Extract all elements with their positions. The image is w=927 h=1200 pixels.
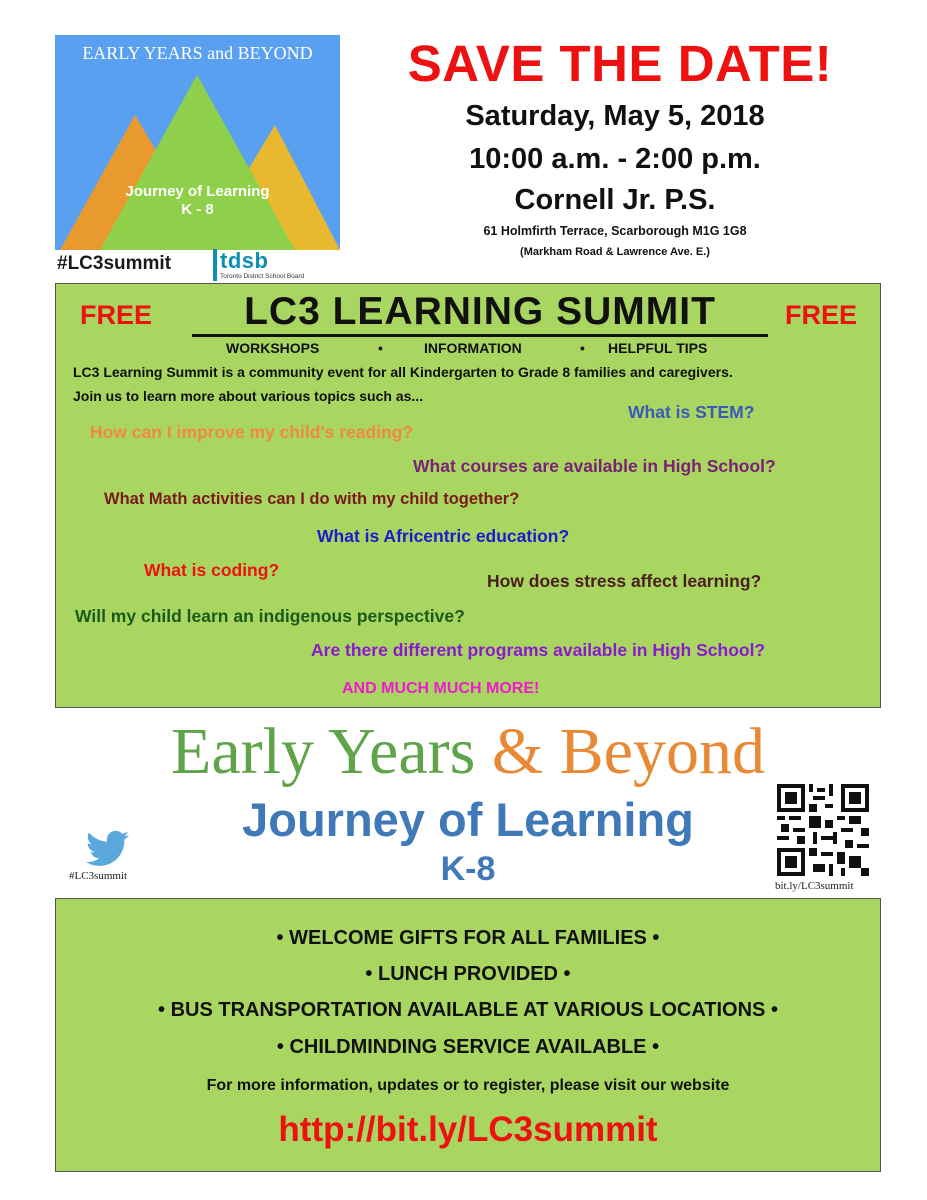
venue-landmark: (Markham Road & Lawrence Ave. E.) bbox=[520, 246, 710, 258]
question-high-school-courses: What courses are available in High School? bbox=[413, 456, 776, 476]
event-logo bbox=[55, 35, 340, 285]
summit-title: LC3 LEARNING SUMMIT bbox=[244, 290, 716, 333]
logo-subtitle-line2: K - 8 bbox=[181, 201, 214, 218]
info-childminding: • CHILDMINDING SERVICE AVAILABLE • bbox=[276, 1036, 660, 1058]
free-label-right: FREE bbox=[785, 300, 858, 330]
banner-early-years: Early Years bbox=[171, 715, 476, 788]
question-stress: How does stress affect learning? bbox=[487, 571, 762, 591]
logo-hashtag: #LC3summit bbox=[57, 253, 172, 274]
info-bus: • BUS TRANSPORTATION AVAILABLE AT VARIOUS LOCATIONS • bbox=[158, 999, 778, 1021]
question-indigenous: Will my child learn an indigenous perspective? bbox=[75, 606, 465, 626]
question-stem: What is STEM? bbox=[628, 402, 755, 422]
banner-hashtag: #LC3summit bbox=[69, 870, 128, 882]
headline: SAVE THE DATE! bbox=[407, 35, 833, 92]
event-venue: Cornell Jr. P.S. bbox=[514, 184, 716, 216]
event-date: Saturday, May 5, 2018 bbox=[465, 100, 765, 132]
qr-code[interactable] bbox=[777, 784, 869, 876]
bullet-separator: • bbox=[378, 340, 383, 356]
qr-url[interactable]: bit.ly/LC3summit bbox=[775, 880, 854, 892]
twitter-bird-icon bbox=[85, 830, 131, 868]
title-underline bbox=[192, 334, 768, 337]
free-label-left: FREE bbox=[80, 300, 153, 330]
question-math-activities: What Math activities can I do with my child together? bbox=[104, 490, 520, 508]
banner-title bbox=[55, 712, 881, 792]
banner-ampersand: & bbox=[491, 715, 544, 788]
banner-grades: K-8 bbox=[440, 850, 496, 888]
venue-address: 61 Holmfirth Terrace, Scarborough M1G 1G8 bbox=[483, 224, 747, 238]
tdsb-board-name: Toronto District School Board bbox=[220, 273, 305, 280]
info-welcome-gifts: • WELCOME GIFTS FOR ALL FAMILIES • bbox=[276, 927, 660, 949]
early-years-banner bbox=[55, 712, 881, 896]
feature-workshops: WORKSHOPS bbox=[226, 340, 320, 356]
tdsb-accent-bar bbox=[213, 249, 217, 281]
feature-information: INFORMATION bbox=[424, 340, 522, 356]
info-lunch: • LUNCH PROVIDED • bbox=[365, 963, 571, 985]
tdsb-logo-word: tdsb bbox=[220, 248, 269, 273]
event-time: 10:00 a.m. - 2:00 p.m. bbox=[469, 143, 761, 175]
question-coding: What is coding? bbox=[144, 560, 280, 580]
logo-subtitle bbox=[115, 183, 280, 219]
more-info-text: For more information, updates or to register, please visit our website bbox=[206, 1077, 730, 1094]
and-much-more: AND MUCH MUCH MORE! bbox=[342, 680, 540, 697]
logo-subtitle-line1: Journey of Learning bbox=[125, 183, 270, 200]
question-reading: How can I improve my child's reading? bbox=[90, 422, 414, 442]
feature-helpful-tips: HELPFUL TIPS bbox=[608, 340, 708, 356]
bullet-separator: • bbox=[580, 340, 585, 356]
intro-line-2: Join us to learn more about various topics such as... bbox=[73, 388, 424, 404]
question-programs: Are there different programs available in High School? bbox=[311, 640, 766, 660]
banner-journey: Journey of Learning bbox=[242, 793, 694, 846]
logo-title: EARLY YEARS and BEYOND bbox=[82, 43, 313, 63]
register-link[interactable]: http://bit.ly/LC3summit bbox=[278, 1110, 658, 1149]
question-africentric: What is Africentric education? bbox=[317, 526, 570, 546]
intro-line-1: LC3 Learning Summit is a community event for all Kindergarten to Grade 8 families and caregivers. bbox=[73, 364, 733, 380]
banner-beyond: Beyond bbox=[559, 715, 765, 788]
